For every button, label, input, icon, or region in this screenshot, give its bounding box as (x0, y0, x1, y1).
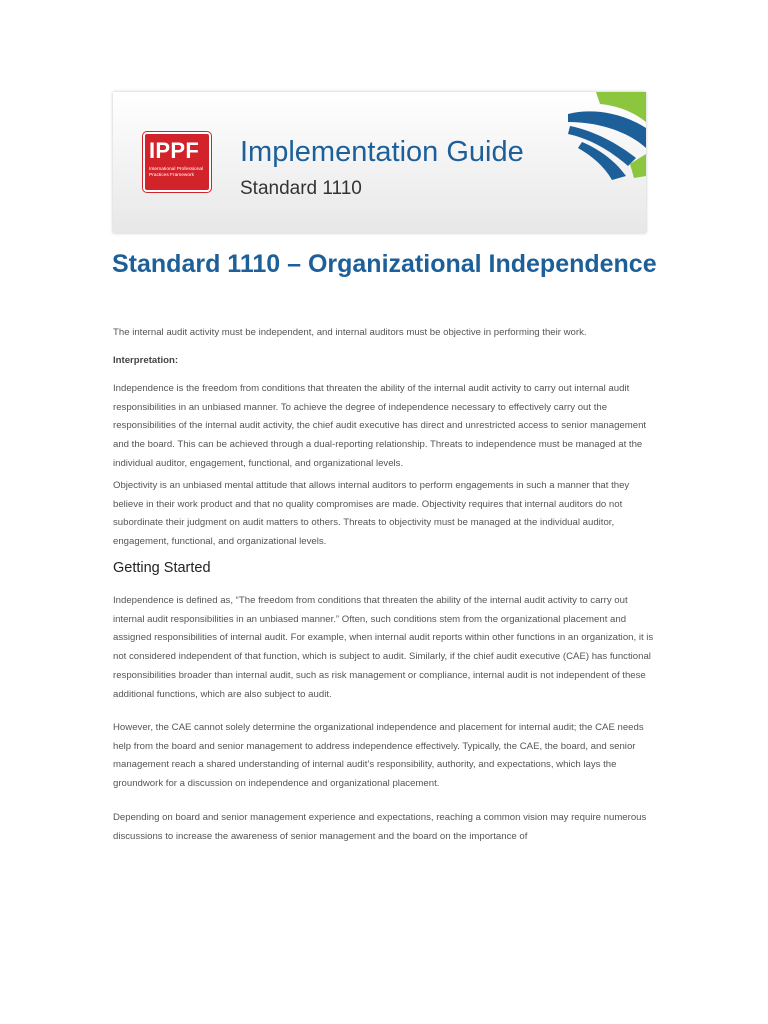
banner-title: Implementation Guide (240, 136, 524, 168)
logo-text: IPPF (149, 138, 200, 163)
interpretation-label: Interpretation: (113, 355, 179, 366)
banner-subtitle: Standard 1110 (240, 178, 362, 199)
interpretation-paragraph-2: Objectivity is an unbiased mental attitude that allows internal auditors to perform engagements in such a manner that they believe in their work product and that no quality compromises are made. Objectivity requires that internal auditors do not subordinate their judgment on audit matters to others. Threats to objectivity must be managed at the individual auditor, engagement, functional, and organizational levels. (113, 480, 630, 548)
getting-started-paragraph-3: Depending on board and senior management experience and expectations, reaching a common vision may require numerous discussions to increase the awareness of senior management and the board on the importance of (113, 812, 647, 842)
getting-started-paragraph-2: However, the CAE cannot solely determine the organizational independence and placement for internal audit; the CAE needs help from the board and senior management to address independence effectively. Typically, the CAE, the board, and senior management reach a shared understanding of internal audit’s responsibility, authority, and expectations, which lays the groundwork for a discussion on independence and organizational placement. (113, 722, 644, 790)
implementation-guide-banner (113, 92, 646, 233)
interpretation-paragraph-1: Independence is the freedom from conditions that threaten the ability of the internal audit activity to carry out internal audit responsibilities in an unbiased manner. To achieve the degree of independence necessary to effectively carry out the responsibilities of the internal audit activity, the chief audit executive has direct and unrestricted access to senior management and the board. This can be achieved through a dual-reporting relationship. Threats to independence must be managed at the individual auditor, engagement, functional, and organizational levels. (113, 383, 647, 469)
logo-subtext: International Professional Practices Framework (149, 167, 204, 178)
page-title: Standard 1110 – Organizational Independence (112, 250, 657, 278)
globe-graphic-icon (566, 92, 646, 180)
ippf-logo (143, 132, 211, 192)
intro-paragraph: The internal audit activity must be independent, and internal auditors must be objective in performing their work. (113, 327, 587, 338)
section-heading: Getting Started (113, 560, 211, 576)
getting-started-paragraph-1: Independence is defined as, “The freedom from conditions that threaten the ability of the internal audit activity to carry out internal audit responsibilities in an unbiased manner.” Often, such conditions stem from the organizational placement and assigned responsibilities of internal audit. For example, when internal audit reports within other functions in an organization, it is not considered independent of that function, which is subject to audit. Similarly, if the chief audit executive (CAE) has functional responsibilities broader than internal audit, such as risk management or compliance, internal audit is not independent of these additional functions, which are also subject to audit. (113, 595, 654, 700)
